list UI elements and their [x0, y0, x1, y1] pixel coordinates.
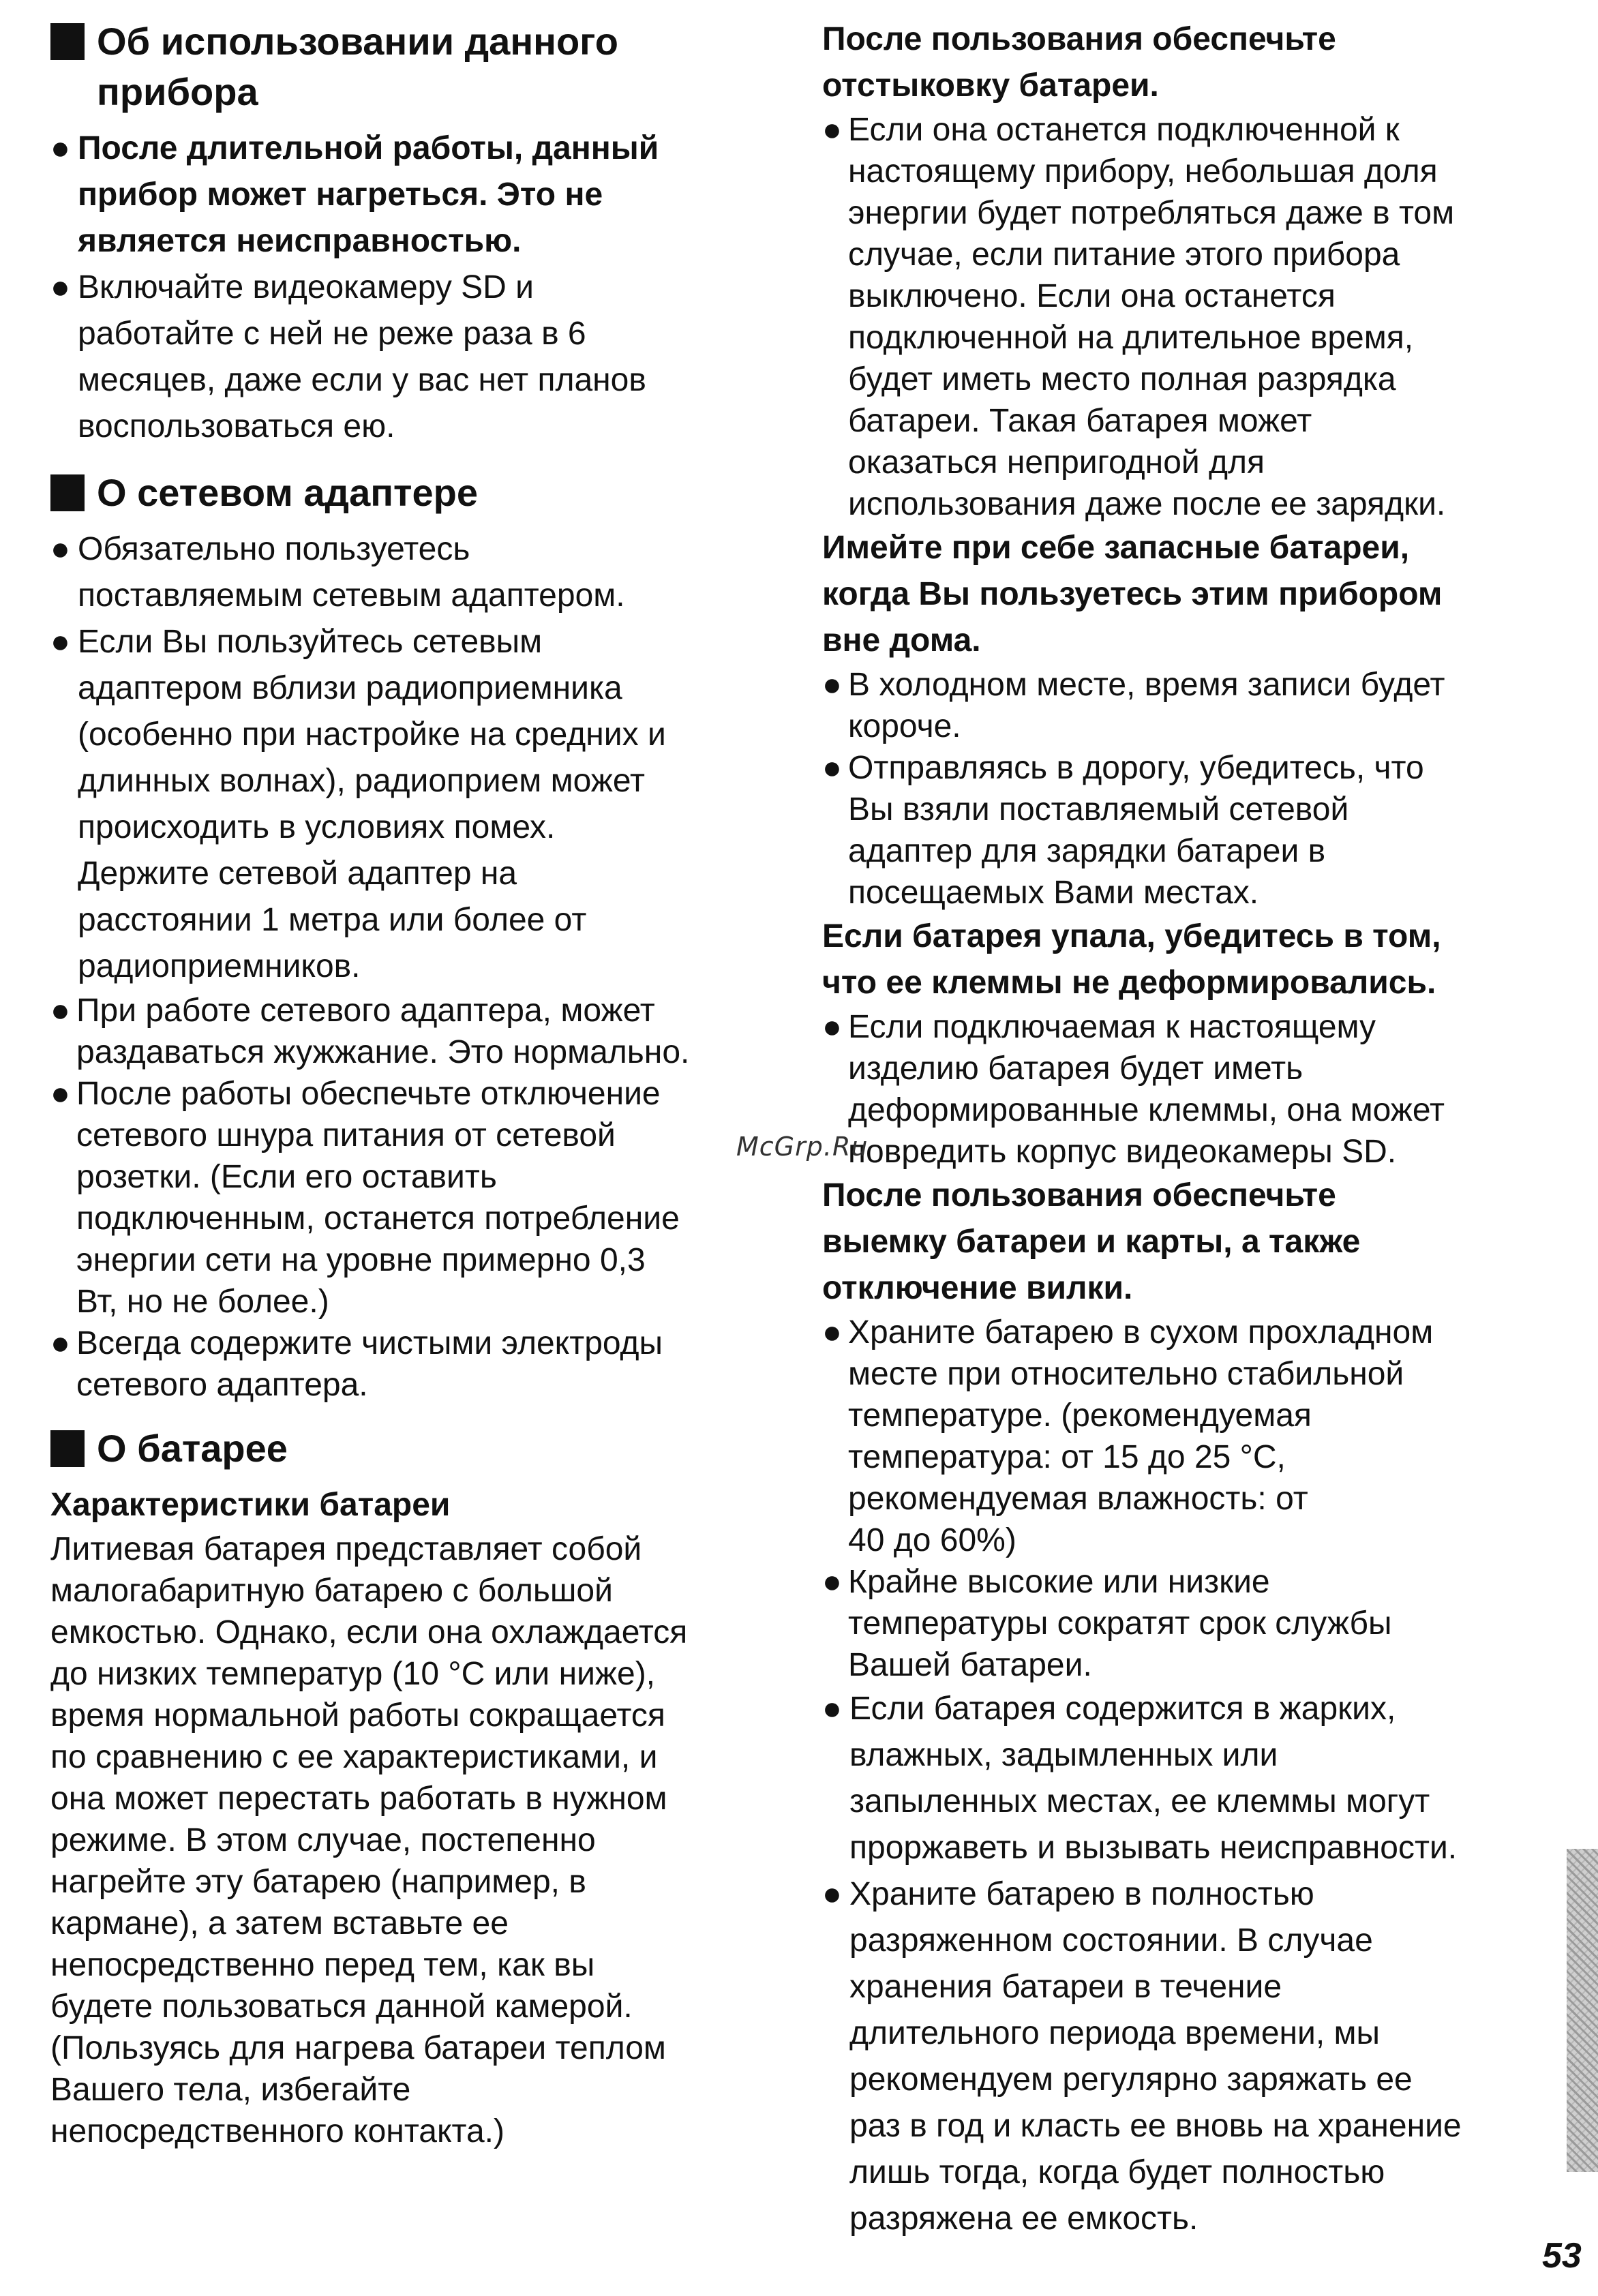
list-item	[822, 1312, 1545, 1561]
list-item-text: После работы обеспечьте отключение сетевого шнура питания от сетевой розетки. (Если его оставить подключенным, останется потребление энергии сети на уровне примерно 0,3 Вт, но не более.)	[76, 1076, 680, 1320]
paragraph-battery-description: Литиевая батарея представляет собой малогабаритную батарею с большой емкостью. Однако, если она охлаждается до низких температур (10 °C или ниже), время нормальной работы сокращается по сравнению с ее характеристиками, и она может перестать работать в нужном режиме. В этом случае, постепенно нагрейте эту батарею (например, в кармане), а затем вставьте ее непосредственно перед тем, как вы будете пользоваться данной камерой. (Пользуясь для нагрева батареи теплом Вашего тела, избегайте непосредственного контакта.)	[50, 1531, 688, 2149]
list-item-text: При работе сетевого адаптера, может раздаваться жужжание. Это нормально.	[76, 993, 690, 1070]
section-title-text: О сетевом адаптере	[97, 471, 478, 514]
bullet-icon: ●	[50, 531, 70, 567]
bullet-icon: ●	[822, 1009, 842, 1045]
list-item-text: Обязательно пользуетесь поставляемым сетевым адаптером.	[78, 531, 625, 614]
section-marker-icon	[50, 1430, 85, 1467]
bullet-icon: ●	[822, 750, 842, 786]
page-number: 53	[1542, 2236, 1582, 2276]
list-item-text: Включайте видеокамеру SD и работайте с ней не реже раза в 6 месяцев, даже если у вас нет планов воспользоваться ею.	[78, 269, 646, 444]
right-column	[822, 16, 1545, 2242]
section-title-text: Об использовании данного прибора	[97, 20, 618, 113]
list-item-text: После длительной работы, данный прибор может нагреться. Это не является неисправностью.	[78, 130, 659, 259]
bullet-icon: ●	[822, 1314, 842, 1350]
watermark: McGrp.Ru	[736, 1132, 869, 1162]
section-title-usage	[50, 16, 787, 117]
list-item-text: Если Вы пользуйтесь сетевым адаптером вблизи радиоприемника (особенно при настройке на средних и длинных волнах), радиоприем может происходить в условиях помех. Держите сетевой адаптер на расстоянии 1 метра или более от радиоприемников.	[78, 624, 666, 984]
list-item-text: В холодном месте, время записи будет короче.	[848, 667, 1445, 744]
list-item	[50, 125, 787, 265]
section-marker-icon	[50, 474, 85, 511]
list-item	[50, 265, 787, 450]
bullet-icon: ●	[822, 112, 842, 148]
list-item	[822, 1006, 1545, 1173]
list-item-text: Крайне высокие или низкие температуры сократят срок службы Вашей батареи.	[848, 1564, 1392, 1683]
heading-detach-battery: После пользования обеспечьте отстыковку батареи.	[822, 21, 1336, 104]
heading-remove-battery-card: После пользования обеспечьте выемку батареи и карты, а также отключение вилки.	[822, 1177, 1361, 1306]
list-item	[822, 109, 1545, 525]
subheading-battery-characteristics: Характеристики батареи	[50, 1487, 451, 1523]
list-item	[50, 990, 787, 1073]
bullet-icon: ●	[822, 1691, 842, 1727]
section-title-battery	[50, 1423, 787, 1474]
section-title-ac-adapter	[50, 468, 787, 518]
bullet-icon: ●	[822, 1564, 842, 1600]
bullet-icon: ●	[822, 667, 842, 703]
list-item	[822, 1561, 1545, 1686]
heading-battery-dropped: Если батарея упала, убедитесь в том, что ее клеммы не деформировались.	[822, 918, 1441, 1001]
list-item	[50, 1323, 787, 1406]
list-item	[822, 664, 1545, 747]
list-item	[822, 747, 1545, 913]
list-item	[822, 1686, 1545, 1871]
list-item	[822, 1871, 1545, 2242]
list-item-text: Если подключаемая к настоящему изделию батарея будет иметь деформированные клеммы, она может повредить корпус видеокамеры SD.	[848, 1009, 1445, 1170]
bullet-icon: ●	[50, 1076, 70, 1112]
list-item	[50, 1073, 787, 1323]
bullet-icon: ●	[50, 130, 70, 166]
list-item-text: Если она останется подключенной к настоящему прибору, небольшая доля энергии будет потребляться даже в том случае, если питание этого прибора выключено. Если она останется подключенной на длительное время, будет иметь место полная разрядка батареи. Такая батарея может оказаться непригодной для использования даже после ее зарядки.	[848, 112, 1455, 522]
bullet-icon: ●	[822, 1876, 842, 1912]
section-marker-icon	[50, 23, 85, 60]
list-item	[50, 526, 787, 619]
bullet-icon: ●	[50, 1325, 70, 1361]
list-item-text: Если батарея содержится в жарких, влажных, задымленных или запыленных местах, ее клеммы могут проржаветь и вызывать неисправности.	[849, 1691, 1458, 1866]
section-title-text: О батарее	[97, 1427, 288, 1470]
list-item-text: Храните батарею в сухом прохладном месте при относительно стабильной температуре. (рекомендуемая температура: от 15 до 25 °C, рекомендуемая влажность: от 40 до 60%)	[848, 1314, 1434, 1558]
list-item-text: Всегда содержите чистыми электроды сетевого адаптера.	[76, 1325, 663, 1403]
left-column	[50, 16, 787, 2152]
heading-spare-batteries: Имейте при себе запасные батареи, когда Вы пользуетесь этим прибором вне дома.	[822, 530, 1443, 659]
bullet-icon: ●	[50, 269, 70, 305]
bullet-icon: ●	[50, 624, 70, 660]
bullet-icon: ●	[50, 993, 70, 1029]
list-item	[50, 619, 787, 990]
list-item-text: Храните батарею в полностью разряженном состоянии. В случае хранения батареи в течение длительного периода времени, мы рекомендуем регулярно заряжать ее раз в год и класть ее вновь на хранение лишь тогда, когда будет полностью разряжена ее емкость.	[849, 1876, 1462, 2237]
list-item-text: Отправляясь в дорогу, убедитесь, что Вы взяли поставляемый сетевой адаптер для зарядки батареи в посещаемых Вами местах.	[848, 750, 1424, 911]
side-tab-marker	[1567, 1849, 1598, 2172]
